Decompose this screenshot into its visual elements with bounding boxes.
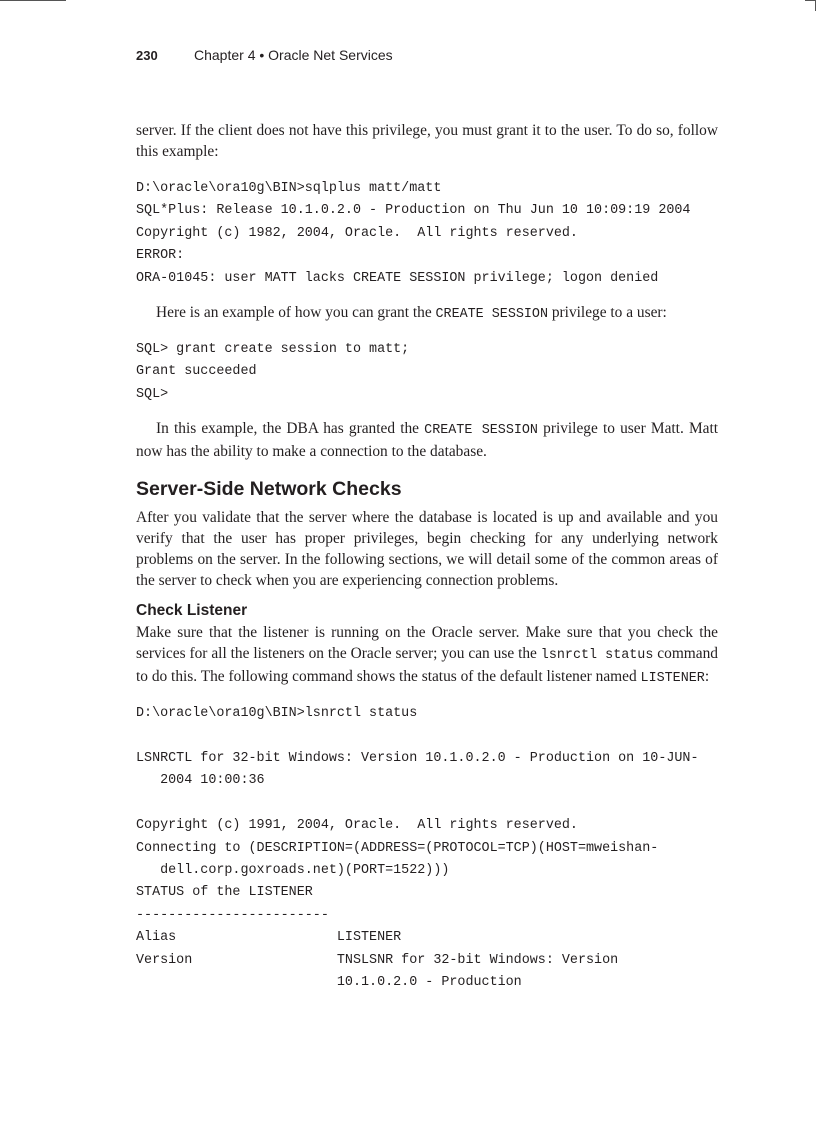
code-block-lsnrctl-command: D:\oracle\ora10g\BIN>lsnrctl status — [136, 706, 418, 722]
inline-code: CREATE SESSION — [435, 307, 548, 323]
section-heading: Server-Side Network Checks — [136, 478, 402, 501]
top-crop-rule — [0, 0, 66, 1]
code-line: ERROR: — [136, 248, 185, 264]
code-line: SQL*Plus: Release 10.1.0.2.0 - Production on Thu Jun 10 10:09:19 2004 — [136, 203, 691, 219]
code-block-grant — [136, 339, 718, 406]
code-block-lsnrctl-banner: LSNRCTL for 32-bit Windows: Version 10.1.0.2.0 - Production on 10-JUN- 2004 10:00:36 — [136, 751, 699, 789]
paragraph-grant-intro: server. If the client does not have this privilege, you must grant it to the user. To do so, follow this example: — [136, 122, 718, 160]
code-line: D:\oracle\ora10g\BIN>sqlplus matt/matt — [136, 181, 442, 196]
running-header — [136, 47, 393, 63]
code-line: SQL> — [136, 386, 169, 402]
code-block-lsnrctl-output: Copyright (c) 1991, 2004, Oracle. All rights reserved. Connecting to (DESCRIPTION=(ADDRESS=(PROTOCOL=TCP)(HOST=mweishan- dell.corp.goxroads.net)(PORT=1522))) STATUS of the LISTENER ------------------------ Alias LISTENER Version TNSLSNR for 32-bit Windows: Version 10.1.0.2.0 - Production — [136, 818, 659, 991]
page-body — [136, 120, 718, 995]
code-block-sqlplus-error — [136, 178, 718, 290]
running-title: Chapter 4 • Oracle Net Services — [194, 47, 393, 63]
code-line: Grant succeeded — [136, 364, 257, 380]
corner-crop-mark — [805, 0, 816, 11]
paragraph-check-listener: Make sure that the listener is running on the Oracle server. Make sure that you check the services for all the listeners on the Oracle server; you can use the lsnrctl status command to do this. The following command shows the status of the default listener named LISTENER: — [136, 624, 718, 687]
inline-code: CREATE SESSION — [424, 423, 538, 439]
paragraph-grant-result: In this example, the DBA has granted the CREATE SESSION privilege to user Matt. Matt now has the ability to make a connection to the database. — [136, 420, 719, 461]
page-number: 230 — [136, 48, 158, 63]
code-line: SQL> grant create session to matt; — [136, 342, 410, 358]
paragraph-server-checks: After you validate that the server where the database is located is up and available and you verify that the user has proper privileges, begin checking for any underlying network problems on the server. In the following sections, we will detail some of the common areas of the server to check when you are experiencing connection problems. — [136, 509, 718, 590]
code-line: Copyright (c) 1982, 2004, Oracle. All rights reserved. — [136, 225, 578, 241]
code-line: ORA-01045: user MATT lacks CREATE SESSION privilege; logon denied — [136, 270, 659, 286]
inline-code: lsnrctl status — [540, 648, 654, 664]
subsection-heading: Check Listener — [136, 602, 248, 620]
inline-code: LISTENER — [640, 671, 705, 687]
paragraph-grant-example: Here is an example of how you can grant the CREATE SESSION privilege to a user: — [156, 304, 667, 323]
